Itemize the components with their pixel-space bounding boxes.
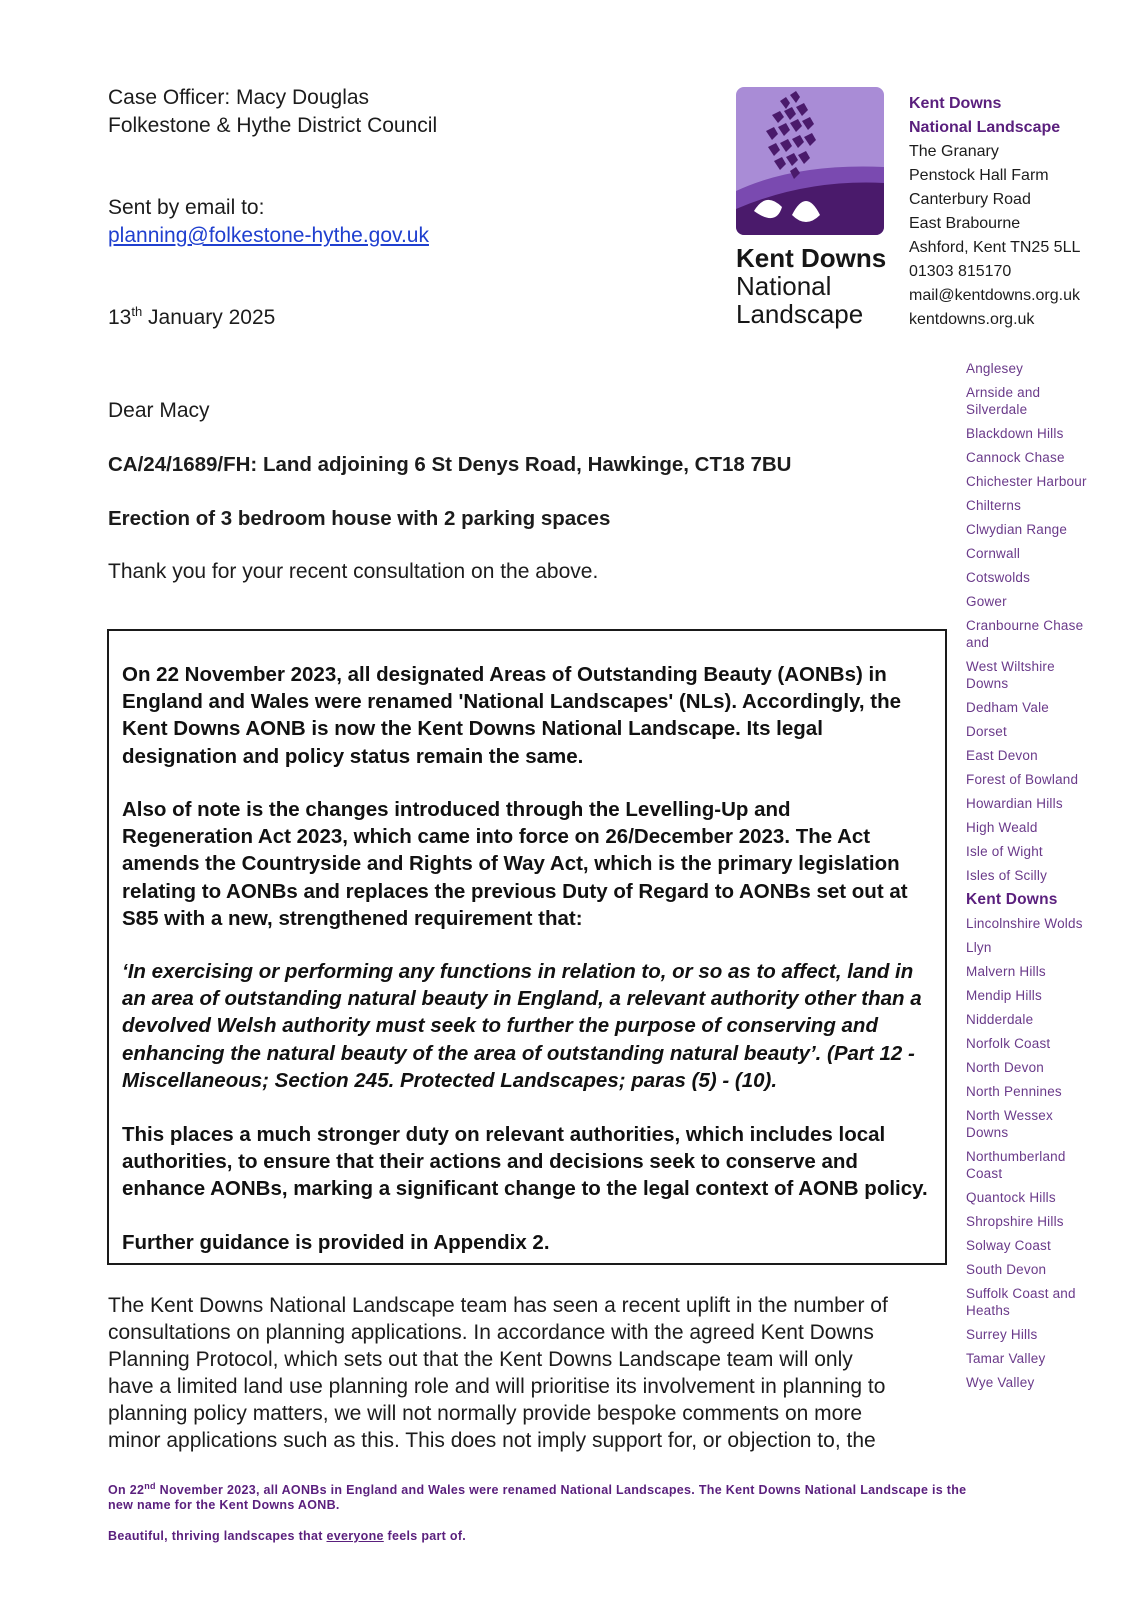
contact-email: mail@kentdowns.org.uk xyxy=(909,287,1080,304)
aonb-list-item-line: Surrey Hills xyxy=(966,1327,1038,1342)
aonb-list-item xyxy=(966,1059,1044,1076)
aonb-list-item xyxy=(966,658,1055,692)
sent-by-label: Sent by email to: xyxy=(108,196,265,219)
address-line: East Brabourne xyxy=(909,215,1021,232)
aonb-list-item-line: North Devon xyxy=(966,1060,1044,1075)
aonb-list-item-line: Dedham Vale xyxy=(966,700,1049,715)
address-line: Penstock Hall Farm xyxy=(909,167,1049,184)
aonb-list-item-line: Chichester Harbour xyxy=(966,474,1087,489)
date-suffix: th xyxy=(131,304,143,319)
footer-notice-sup: nd xyxy=(144,1480,156,1491)
kent-downs-logo xyxy=(736,87,884,235)
text-line: devolved Welsh authority must seek to further the purpose of conserving and xyxy=(122,1014,878,1038)
date-day: 13 xyxy=(108,306,132,329)
aonb-list-item-line: Cannock Chase xyxy=(966,450,1065,465)
text-line: On 22 November 2023, all designated Areas of Outstanding Beauty (AONBs) in xyxy=(122,663,887,686)
aonb-list-item xyxy=(966,497,1021,514)
aonb-list-item xyxy=(966,1374,1034,1391)
aonb-list-item-line: Dorset xyxy=(966,724,1007,739)
aonb-list-item-line: Northumberland xyxy=(966,1149,1066,1164)
aonb-list-item-line: Heaths xyxy=(966,1303,1010,1318)
aonb-list-item-line: Silverdale xyxy=(966,402,1028,417)
aonb-list-item-line: Wye Valley xyxy=(966,1375,1035,1390)
aonb-list-item xyxy=(966,1083,1062,1100)
address-line: The Granary xyxy=(909,143,999,160)
aonb-list-item xyxy=(966,891,1058,908)
aonb-list-item xyxy=(966,747,1038,764)
body-paragraph xyxy=(108,1292,948,1454)
website: kentdowns.org.uk xyxy=(909,311,1035,328)
aonb-list-item xyxy=(966,1261,1046,1278)
slogan-underlined: everyone xyxy=(326,1529,384,1543)
text-line: designation and policy status remain the same. xyxy=(122,744,584,768)
text-line: Also of note is the changes introduced through the Levelling-Up and xyxy=(122,798,791,821)
text-line: minor applications such as this. This does not imply support for, or objection to, the xyxy=(108,1429,876,1452)
aonb-list-item xyxy=(966,915,1083,932)
text-line: Miscellaneous; Section 245. Protected Landscapes; paras (5) - (10). xyxy=(122,1068,778,1092)
aonb-list-item-line: Norfolk Coast xyxy=(966,1036,1051,1051)
aonb-list-item-line: Isle of Wight xyxy=(966,844,1043,859)
aonb-list-item-line: Downs xyxy=(966,676,1009,691)
organisation-address xyxy=(909,92,1080,332)
text-line: Kent Downs AONB is now the Kent Downs National Landscape. Its legal xyxy=(122,717,823,741)
aonb-list-item xyxy=(966,699,1049,716)
aonb-list-item xyxy=(966,617,1083,651)
aonb-list-item-line: Suffolk Coast and xyxy=(966,1286,1076,1301)
aonb-list-item xyxy=(966,723,1007,740)
aonb-list-item xyxy=(966,569,1030,586)
address-line: Canterbury Road xyxy=(909,191,1031,208)
aonb-list-item-line: High Weald xyxy=(966,820,1038,835)
notice-paragraph-3 xyxy=(122,1121,942,1203)
aonb-list-item-line: Howardian Hills xyxy=(966,796,1063,811)
aonb-list-item-line: South Devon xyxy=(966,1262,1047,1277)
text-line: The Kent Downs National Landscape team has seen a recent uplift in the number of xyxy=(108,1294,888,1317)
aonb-list-item xyxy=(966,1326,1037,1343)
text-line: have a limited land use planning role and will prioritise its involvement in planning to xyxy=(108,1375,886,1398)
text-line: consultations on planning applications. In accordance with the agreed Kent Downs xyxy=(108,1321,874,1344)
aonb-list-item-line: North Pennines xyxy=(966,1084,1062,1099)
aonb-list-item xyxy=(966,1107,1053,1141)
org-name-line2: National Landscape xyxy=(909,119,1061,136)
aonb-list-item xyxy=(966,1148,1066,1182)
aonb-list-item xyxy=(966,963,1046,980)
aonb-list-item xyxy=(966,1350,1045,1367)
aonb-list-item-line: Cranbourne Chase xyxy=(966,618,1084,633)
slogan-post: feels part of. xyxy=(383,1529,467,1543)
text-line: an area of outstanding natural beauty in England, a relevant authority other than a xyxy=(122,987,922,1011)
aonb-list-item xyxy=(966,1011,1033,1028)
text-line: S85 with a new, strengthened requirement that: xyxy=(122,906,583,930)
phone-number: 01303 815170 xyxy=(909,263,1012,280)
aonb-list-item xyxy=(966,360,1023,377)
aonb-list-item-line: Forest of Bowland xyxy=(966,772,1079,787)
aonb-list-item-line: Nidderdale xyxy=(966,1012,1034,1027)
aonb-list-item xyxy=(966,545,1020,562)
council-name: Folkestone & Hythe District Council xyxy=(108,114,438,137)
case-officer: Case Officer: Macy Douglas xyxy=(108,86,370,109)
application-reference: CA/24/1689/FH: Land adjoining 6 St Denys Road, Hawkinge, CT18 7BU xyxy=(108,453,792,476)
aonb-list-item xyxy=(966,1035,1050,1052)
footer-slogan xyxy=(108,1529,466,1544)
aonb-list-item-line: Anglesey xyxy=(966,361,1024,376)
aonb-list-item xyxy=(966,593,1007,610)
aonb-list-item-line: Solway Coast xyxy=(966,1238,1051,1253)
org-name-line1: Kent Downs xyxy=(909,95,1002,112)
aonb-list-item-line: Downs xyxy=(966,1125,1009,1140)
text-line: enhance AONBs, marking a significant change to the legal context of AONB policy. xyxy=(122,1177,928,1201)
aonb-list-item-line: Arnside and xyxy=(966,385,1041,400)
text-line: enhancing the natural beauty of the area of outstanding natural beauty’. (Part 12 - xyxy=(122,1041,915,1065)
planning-email-link[interactable]: planning@folkestone-hythe.gov.uk xyxy=(108,224,429,247)
aonb-list-item-line: Cornwall xyxy=(966,546,1021,561)
aonb-list-item-line: Quantock Hills xyxy=(966,1190,1056,1205)
aonb-list-item xyxy=(966,771,1078,788)
aonb-list-item-line: Malvern Hills xyxy=(966,964,1046,979)
aonb-list-item-line: Shropshire Hills xyxy=(966,1214,1064,1229)
aonb-list-item xyxy=(966,521,1067,538)
text-line: Planning Protocol, which sets out that the Kent Downs Landscape team will only xyxy=(108,1348,853,1371)
aonb-list-item-line: Kent Downs xyxy=(966,891,1058,908)
aonb-list-item-line: North Wessex xyxy=(966,1108,1053,1123)
aonb-list-item xyxy=(966,987,1042,1004)
text-line: planning policy matters, we will not normally provide bespoke comments on more xyxy=(108,1402,863,1425)
date-rest: January 2025 xyxy=(142,306,276,329)
aonb-list-item xyxy=(966,795,1063,812)
aonb-list-item-line: West Wiltshire xyxy=(966,659,1055,674)
notice-paragraph-2 xyxy=(122,796,942,932)
text-line: amends the Countryside and Rights of Way Act, which is the primary legislation xyxy=(122,852,900,876)
text-line: This places a much stronger duty on relevant authorities, which includes local xyxy=(122,1123,886,1146)
aonb-list-item xyxy=(966,1213,1064,1230)
letter-date xyxy=(108,304,275,332)
notice-paragraph-4: Further guidance is provided in Appendix 2. xyxy=(122,1231,550,1254)
aonb-list-item-line: Isles of Scilly xyxy=(966,868,1048,883)
text-line: ‘In exercising or performing any functions in relation to, or so as to affect, land in xyxy=(122,960,914,983)
footer-notice-pre: On 22 xyxy=(108,1483,145,1497)
aonb-list-item-line: Chilterns xyxy=(966,498,1022,513)
aonb-list-item xyxy=(966,449,1065,466)
aonb-list-item-line: Mendip Hills xyxy=(966,988,1042,1003)
logo-title: Kent Downs xyxy=(736,243,887,273)
aonb-list-item-line: Llyn xyxy=(966,940,992,955)
logo-subtitle-1: National xyxy=(736,271,832,301)
aonb-list-item xyxy=(966,1237,1051,1254)
aonb-list-item xyxy=(966,1285,1076,1319)
salutation: Dear Macy xyxy=(108,399,210,422)
aonb-list-item xyxy=(966,1189,1056,1206)
logo-subtitle-2: Landscape xyxy=(736,299,864,329)
thanks-line: Thank you for your recent consultation on the above. xyxy=(108,560,599,583)
aonb-list-item-line: Coast xyxy=(966,1166,1003,1181)
footer-notice-post: November 2023, all AONBs in England and Wales were renamed National Landscapes. The Kent Downs National Landscape is the new name for the Kent Downs AONB. xyxy=(108,1483,967,1512)
aonb-list-item xyxy=(966,867,1047,884)
slogan-pre: Beautiful, thriving landscapes that xyxy=(108,1529,327,1543)
aonb-list-item-line: Gower xyxy=(966,594,1007,609)
proposal-title: Erection of 3 bedroom house with 2 parking spaces xyxy=(108,507,611,530)
aonb-list-item-line: East Devon xyxy=(966,748,1038,763)
aonb-list-item-line: Blackdown Hills xyxy=(966,426,1064,441)
aonb-list-item-line: Clwydian Range xyxy=(966,522,1068,537)
legislation-quote xyxy=(122,958,942,1094)
aonb-list-item xyxy=(966,473,1087,490)
aonb-list-item xyxy=(966,425,1064,442)
text-line: Regeneration Act 2023, which came into force on 26/December 2023. The Act xyxy=(122,825,871,849)
aonb-list-item-line: Cotswolds xyxy=(966,570,1031,585)
text-line: authorities, to ensure that their actions and decisions seek to conserve and xyxy=(122,1150,858,1174)
address-line: Ashford, Kent TN25 5LL xyxy=(909,239,1081,256)
aonb-list-item xyxy=(966,384,1040,418)
aonb-list-item-line: Tamar Valley xyxy=(966,1351,1046,1366)
aonb-list-item-line: and xyxy=(966,635,990,650)
aonb-list-item xyxy=(966,939,992,956)
text-line: England and Wales were renamed 'National Landscapes' (NLs). Accordingly, the xyxy=(122,690,902,714)
footer-notice xyxy=(108,1480,968,1513)
aonb-list-item-line: Lincolnshire Wolds xyxy=(966,916,1083,931)
logo-emblem-icon xyxy=(736,87,884,235)
text-line: relating to AONBs and replaces the previous Duty of Regard to AONBs set out at xyxy=(122,879,908,903)
notice-paragraph-1 xyxy=(122,661,942,770)
aonb-list-item xyxy=(966,819,1038,836)
aonb-list-item xyxy=(966,843,1043,860)
